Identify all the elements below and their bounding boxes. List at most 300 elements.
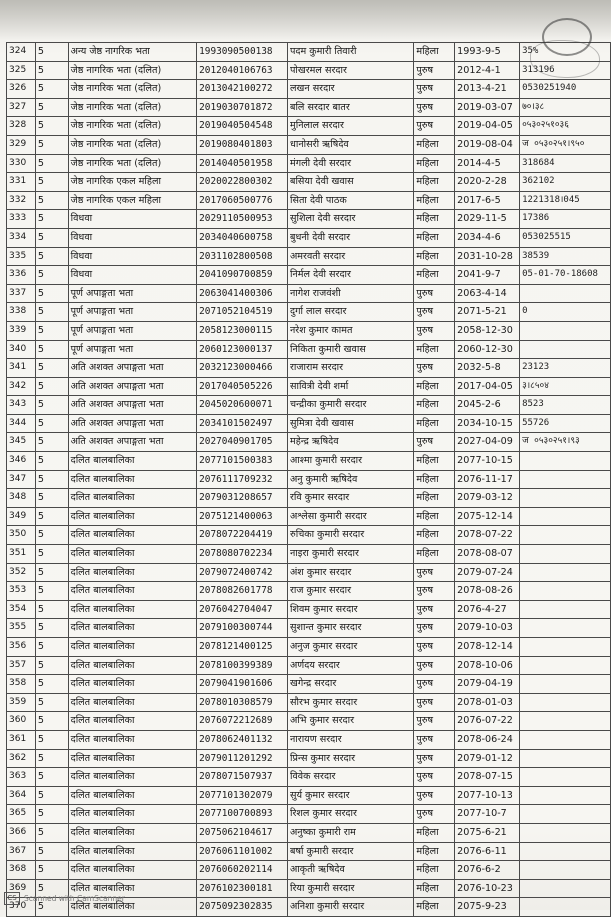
beneficiary-name-cell: खगेन्द्र सरदार bbox=[287, 675, 413, 694]
gender-cell: महिला bbox=[414, 823, 455, 842]
date-cell: 2078-07-22 bbox=[455, 526, 520, 545]
gender-cell: महिला bbox=[414, 545, 455, 564]
table-row bbox=[7, 805, 611, 824]
allowance-type-cell: जेष्ठ नागरिक भता (दलित) bbox=[68, 80, 197, 99]
allowance-type-cell: जेष्ठ नागरिक भता (दलित) bbox=[68, 61, 197, 80]
date-cell: 2014-4-5 bbox=[455, 154, 520, 173]
beneficiary-name-cell: निकिता कुमारी खवास bbox=[287, 340, 413, 359]
gender-cell: महिला bbox=[414, 191, 455, 210]
beneficiary-name-cell: बुधनी देवी सरदार bbox=[287, 228, 413, 247]
gender-cell: पुरुष bbox=[414, 98, 455, 117]
date-cell: 2075-12-14 bbox=[455, 507, 520, 526]
ward-cell: 5 bbox=[35, 823, 68, 842]
ward-cell: 5 bbox=[35, 861, 68, 880]
date-cell: 2078-08-07 bbox=[455, 545, 520, 564]
registration-id-cell: 2075062104617 bbox=[197, 823, 288, 842]
serial-number-cell: 358 bbox=[7, 675, 36, 694]
gender-cell: पुरुष bbox=[414, 433, 455, 452]
gender-cell: महिला bbox=[414, 154, 455, 173]
table-row bbox=[7, 191, 611, 210]
date-cell: 2076-10-23 bbox=[455, 879, 520, 898]
table-row bbox=[7, 619, 611, 638]
allowance-type-cell: दलित बालबालिका bbox=[68, 861, 197, 880]
ward-cell: 5 bbox=[35, 359, 68, 378]
table-row bbox=[7, 61, 611, 80]
date-cell: 1993-9-5 bbox=[455, 43, 520, 62]
table-row bbox=[7, 210, 611, 229]
registration-id-cell: 2045020600071 bbox=[197, 396, 288, 415]
serial-number-cell: 365 bbox=[7, 805, 36, 824]
serial-number-cell: 351 bbox=[7, 545, 36, 564]
ward-cell: 5 bbox=[35, 842, 68, 861]
registration-id-cell: 2058123000115 bbox=[197, 321, 288, 340]
beneficiary-name-cell: राज कुमार सरदार bbox=[287, 582, 413, 601]
serial-number-cell: 359 bbox=[7, 693, 36, 712]
gender-cell: पुरुष bbox=[414, 321, 455, 340]
ward-cell: 5 bbox=[35, 303, 68, 322]
table-row bbox=[7, 377, 611, 396]
registration-id-cell: 2034101502497 bbox=[197, 414, 288, 433]
account-number-cell bbox=[520, 619, 611, 638]
table-row bbox=[7, 712, 611, 731]
date-cell: 2076-11-17 bbox=[455, 470, 520, 489]
beneficiary-name-cell: पोखरमल सरदार bbox=[287, 61, 413, 80]
allowance-type-cell: जेष्ठ नागरिक भता (दलित) bbox=[68, 154, 197, 173]
registration-id-cell: 2019080401803 bbox=[197, 135, 288, 154]
serial-number-cell: 346 bbox=[7, 452, 36, 471]
ward-cell: 5 bbox=[35, 61, 68, 80]
beneficiary-name-cell: रिया कुमारी सरदार bbox=[287, 879, 413, 898]
account-number-cell: ज ०५३०२५१।९३ bbox=[520, 433, 611, 452]
table-row bbox=[7, 786, 611, 805]
allowance-type-cell: दलित बालबालिका bbox=[68, 805, 197, 824]
serial-number-cell: 337 bbox=[7, 284, 36, 303]
serial-number-cell: 348 bbox=[7, 489, 36, 508]
ward-cell: 5 bbox=[35, 284, 68, 303]
allowance-type-cell: दलित बालबालिका bbox=[68, 879, 197, 898]
date-cell: 2079-10-03 bbox=[455, 619, 520, 638]
allowance-type-cell: दलित बालबालिका bbox=[68, 638, 197, 657]
beneficiary-name-cell: आश्मा कुमारी सरदार bbox=[287, 452, 413, 471]
allowance-type-cell: अति अशक्त अपाङ्गता भता bbox=[68, 377, 197, 396]
gender-cell: महिला bbox=[414, 377, 455, 396]
gender-cell: महिला bbox=[414, 340, 455, 359]
serial-number-cell: 367 bbox=[7, 842, 36, 861]
table-row bbox=[7, 452, 611, 471]
beneficiary-name-cell: लखन सरदार bbox=[287, 80, 413, 99]
registration-id-cell: 2034040600758 bbox=[197, 228, 288, 247]
account-number-cell bbox=[520, 749, 611, 768]
beneficiary-name-cell: बर्षा कुमारी सरदार bbox=[287, 842, 413, 861]
gender-cell: महिला bbox=[414, 842, 455, 861]
account-number-cell bbox=[520, 545, 611, 564]
date-cell: 2060-12-30 bbox=[455, 340, 520, 359]
account-number-cell: 0530251940 bbox=[520, 80, 611, 99]
gender-cell: महिला bbox=[414, 879, 455, 898]
date-cell: 2041-9-7 bbox=[455, 266, 520, 285]
registration-id-cell: 2078080702234 bbox=[197, 545, 288, 564]
gender-cell: पुरुष bbox=[414, 805, 455, 824]
registration-id-cell: 2078100399389 bbox=[197, 656, 288, 675]
ward-cell: 5 bbox=[35, 340, 68, 359]
serial-number-cell: 356 bbox=[7, 638, 36, 657]
date-cell: 2076-6-2 bbox=[455, 861, 520, 880]
account-number-cell bbox=[520, 452, 611, 471]
allowance-type-cell: दलित बालबालिका bbox=[68, 675, 197, 694]
gender-cell: पुरुष bbox=[414, 693, 455, 712]
beneficiary-name-cell: नाइरा कुमारी सरदार bbox=[287, 545, 413, 564]
date-cell: 2079-03-12 bbox=[455, 489, 520, 508]
ward-cell: 5 bbox=[35, 470, 68, 489]
beneficiary-name-cell: रुचिका कुमारी सरदार bbox=[287, 526, 413, 545]
serial-number-cell: 369 bbox=[7, 879, 36, 898]
gender-cell: महिला bbox=[414, 489, 455, 508]
allowance-type-cell: अति अशक्त अपाङ्गता भता bbox=[68, 396, 197, 415]
registration-id-cell: 2020022800302 bbox=[197, 173, 288, 192]
gender-cell: पुरुष bbox=[414, 786, 455, 805]
allowance-type-cell: जेष्ठ नागरिक एकल महिला bbox=[68, 173, 197, 192]
beneficiary-name-cell: बलि सरदार बातर bbox=[287, 98, 413, 117]
table-row bbox=[7, 470, 611, 489]
allowance-type-cell: दलित बालबालिका bbox=[68, 507, 197, 526]
registration-id-cell: 2012040106763 bbox=[197, 61, 288, 80]
date-cell: 2032-5-8 bbox=[455, 359, 520, 378]
allowance-type-cell: दलित बालबालिका bbox=[68, 749, 197, 768]
registration-id-cell: 2076102300181 bbox=[197, 879, 288, 898]
beneficiary-name-cell: रवि कुमार सरदार bbox=[287, 489, 413, 508]
account-number-cell bbox=[520, 842, 611, 861]
table-row bbox=[7, 823, 611, 842]
ward-cell: 5 bbox=[35, 693, 68, 712]
table-row bbox=[7, 489, 611, 508]
beneficiary-name-cell: दुर्गा लाल सरदार bbox=[287, 303, 413, 322]
gender-cell: महिला bbox=[414, 898, 455, 917]
gender-cell: महिला bbox=[414, 210, 455, 229]
gender-cell: पुरुष bbox=[414, 749, 455, 768]
beneficiary-name-cell: मुनिलाल सरदार bbox=[287, 117, 413, 136]
ward-cell: 5 bbox=[35, 675, 68, 694]
date-cell: 2013-4-21 bbox=[455, 80, 520, 99]
gender-cell: महिला bbox=[414, 396, 455, 415]
table-row bbox=[7, 98, 611, 117]
date-cell: 2019-08-04 bbox=[455, 135, 520, 154]
registration-id-cell: 2076072212689 bbox=[197, 712, 288, 731]
table-row bbox=[7, 768, 611, 787]
registration-id-cell: 2078071507937 bbox=[197, 768, 288, 787]
account-number-cell bbox=[520, 340, 611, 359]
beneficiary-name-cell: अनुज कुमार सरदार bbox=[287, 638, 413, 657]
beneficiary-name-cell: आकृती ऋषिदेव bbox=[287, 861, 413, 880]
account-number-cell: 1221318।045 bbox=[520, 191, 611, 210]
serial-number-cell: 360 bbox=[7, 712, 36, 731]
allowance-type-cell: दलित बालबालिका bbox=[68, 768, 197, 787]
beneficiary-name-cell: नारायण सरदार bbox=[287, 730, 413, 749]
gender-cell: महिला bbox=[414, 861, 455, 880]
table-row bbox=[7, 135, 611, 154]
ward-cell: 5 bbox=[35, 117, 68, 136]
gender-cell: महिला bbox=[414, 173, 455, 192]
registration-id-cell: 2076061101002 bbox=[197, 842, 288, 861]
page-shadow bbox=[0, 0, 611, 40]
account-number-cell: ३।८५०४ bbox=[520, 377, 611, 396]
date-cell: 2019-04-05 bbox=[455, 117, 520, 136]
beneficiary-name-cell: चन्द्रीका कुमारी सरदार bbox=[287, 396, 413, 415]
beneficiary-name-cell: सुशिला देवी सरदार bbox=[287, 210, 413, 229]
gender-cell: पुरुष bbox=[414, 600, 455, 619]
serial-number-cell: 366 bbox=[7, 823, 36, 842]
beneficiary-name-cell: सुर्य कुमार सरदार bbox=[287, 786, 413, 805]
account-number-cell bbox=[520, 284, 611, 303]
beneficiary-name-cell: नरेश कुमार कामत bbox=[287, 321, 413, 340]
serial-number-cell: 332 bbox=[7, 191, 36, 210]
registration-id-cell: 2078121400125 bbox=[197, 638, 288, 657]
registration-id-cell: 2060123000137 bbox=[197, 340, 288, 359]
allowance-type-cell: दलित बालबालिका bbox=[68, 470, 197, 489]
beneficiary-name-cell: अनु कुमारी ऋषिदेव bbox=[287, 470, 413, 489]
account-number-cell bbox=[520, 656, 611, 675]
date-cell: 2034-4-6 bbox=[455, 228, 520, 247]
registration-id-cell: 2041090700859 bbox=[197, 266, 288, 285]
allowance-type-cell: दलित बालबालिका bbox=[68, 600, 197, 619]
date-cell: 2012-4-1 bbox=[455, 61, 520, 80]
allowance-type-cell: पूर्ण अपाङ्गता भता bbox=[68, 321, 197, 340]
allowance-type-cell: दलित बालबालिका bbox=[68, 842, 197, 861]
ward-cell: 5 bbox=[35, 526, 68, 545]
date-cell: 2071-5-21 bbox=[455, 303, 520, 322]
allowance-type-cell: दलित बालबालिका bbox=[68, 712, 197, 731]
date-cell: 2027-04-09 bbox=[455, 433, 520, 452]
serial-number-cell: 330 bbox=[7, 154, 36, 173]
table-row bbox=[7, 396, 611, 415]
ward-cell: 5 bbox=[35, 600, 68, 619]
allowance-type-cell: दलित बालबालिका bbox=[68, 823, 197, 842]
serial-number-cell: 364 bbox=[7, 786, 36, 805]
serial-number-cell: 325 bbox=[7, 61, 36, 80]
serial-number-cell: 363 bbox=[7, 768, 36, 787]
gender-cell: पुरुष bbox=[414, 675, 455, 694]
registration-id-cell: 2079011201292 bbox=[197, 749, 288, 768]
ward-cell: 5 bbox=[35, 414, 68, 433]
account-number-cell: 05-01-70-18608 bbox=[520, 266, 611, 285]
date-cell: 2063-4-14 bbox=[455, 284, 520, 303]
registration-id-cell: 2077101302079 bbox=[197, 786, 288, 805]
account-number-cell bbox=[520, 600, 611, 619]
gender-cell: पुरुष bbox=[414, 80, 455, 99]
ward-cell: 5 bbox=[35, 377, 68, 396]
serial-number-cell: 357 bbox=[7, 656, 36, 675]
account-number-cell bbox=[520, 861, 611, 880]
registration-id-cell: 2077100700893 bbox=[197, 805, 288, 824]
gender-cell: पुरुष bbox=[414, 712, 455, 731]
serial-number-cell: 355 bbox=[7, 619, 36, 638]
beneficiary-name-cell: विवेक सरदार bbox=[287, 768, 413, 787]
beneficiary-name-cell: सिता देवी पाठक bbox=[287, 191, 413, 210]
ward-cell: 5 bbox=[35, 80, 68, 99]
serial-number-cell: 354 bbox=[7, 600, 36, 619]
account-number-cell bbox=[520, 638, 611, 657]
account-number-cell: 55726 bbox=[520, 414, 611, 433]
allowance-type-cell: दलित बालबालिका bbox=[68, 898, 197, 917]
ward-cell: 5 bbox=[35, 266, 68, 285]
beneficiary-name-cell: अनिशा कुमारी सरदार bbox=[287, 898, 413, 917]
gender-cell: पुरुष bbox=[414, 303, 455, 322]
gender-cell: महिला bbox=[414, 247, 455, 266]
table-row bbox=[7, 173, 611, 192]
serial-number-cell: 353 bbox=[7, 582, 36, 601]
table-row bbox=[7, 693, 611, 712]
date-cell: 2076-6-11 bbox=[455, 842, 520, 861]
table-row bbox=[7, 600, 611, 619]
allowance-type-cell: दलित बालबालिका bbox=[68, 693, 197, 712]
allowance-type-cell: अति अशक्त अपाङ्गता भता bbox=[68, 433, 197, 452]
table-row bbox=[7, 582, 611, 601]
ward-cell: 5 bbox=[35, 507, 68, 526]
allowance-type-cell: जेष्ठ नागरिक भता (दलित) bbox=[68, 117, 197, 136]
registration-id-cell: 1993090500138 bbox=[197, 43, 288, 62]
allowance-type-cell: दलित बालबालिका bbox=[68, 563, 197, 582]
serial-number-cell: 352 bbox=[7, 563, 36, 582]
serial-number-cell: 343 bbox=[7, 396, 36, 415]
date-cell: 2058-12-30 bbox=[455, 321, 520, 340]
registration-id-cell: 2075092302835 bbox=[197, 898, 288, 917]
table-row bbox=[7, 638, 611, 657]
allowance-type-cell: पूर्ण अपाङ्गता भता bbox=[68, 303, 197, 322]
date-cell: 2045-2-6 bbox=[455, 396, 520, 415]
ward-cell: 5 bbox=[35, 638, 68, 657]
date-cell: 2078-06-24 bbox=[455, 730, 520, 749]
account-number-cell bbox=[520, 898, 611, 917]
date-cell: 2076-07-22 bbox=[455, 712, 520, 731]
gender-cell: महिला bbox=[414, 452, 455, 471]
serial-number-cell: 344 bbox=[7, 414, 36, 433]
beneficiary-name-cell: सावित्री देवी शर्मा bbox=[287, 377, 413, 396]
allowance-type-cell: दलित बालबालिका bbox=[68, 526, 197, 545]
gender-cell: पुरुष bbox=[414, 656, 455, 675]
ward-cell: 5 bbox=[35, 191, 68, 210]
ward-cell: 5 bbox=[35, 154, 68, 173]
ward-cell: 5 bbox=[35, 321, 68, 340]
allowance-type-cell: दलित बालबालिका bbox=[68, 489, 197, 508]
ward-cell: 5 bbox=[35, 545, 68, 564]
serial-number-cell: 334 bbox=[7, 228, 36, 247]
serial-number-cell: 361 bbox=[7, 730, 36, 749]
date-cell: 2078-08-26 bbox=[455, 582, 520, 601]
date-cell: 2077-10-7 bbox=[455, 805, 520, 824]
allowance-type-cell: पूर्ण अपाङ्गता भता bbox=[68, 284, 197, 303]
ward-cell: 5 bbox=[35, 563, 68, 582]
allowance-type-cell: दलित बालबालिका bbox=[68, 786, 197, 805]
table-row bbox=[7, 526, 611, 545]
table-row bbox=[7, 117, 611, 136]
ward-cell: 5 bbox=[35, 452, 68, 471]
registration-id-cell: 2079041901606 bbox=[197, 675, 288, 694]
beneficiary-name-cell: सुमित्रा देवी खवास bbox=[287, 414, 413, 433]
ward-cell: 5 bbox=[35, 582, 68, 601]
account-number-cell bbox=[520, 730, 611, 749]
registration-id-cell: 2076111709232 bbox=[197, 470, 288, 489]
registration-id-cell: 2017040505226 bbox=[197, 377, 288, 396]
registration-id-cell: 2078082601778 bbox=[197, 582, 288, 601]
registration-id-cell: 2027040901705 bbox=[197, 433, 288, 452]
table-row bbox=[7, 284, 611, 303]
registration-id-cell: 2076042704047 bbox=[197, 600, 288, 619]
beneficiary-name-cell: अमरवती सरदार bbox=[287, 247, 413, 266]
registration-id-cell: 2063041400306 bbox=[197, 284, 288, 303]
table-row bbox=[7, 228, 611, 247]
gender-cell: पुरुष bbox=[414, 638, 455, 657]
gender-cell: पुरुष bbox=[414, 284, 455, 303]
account-number-cell: ७०।३८ bbox=[520, 98, 611, 117]
handwritten-signature bbox=[530, 40, 600, 78]
serial-number-cell: 328 bbox=[7, 117, 36, 136]
gender-cell: महिला bbox=[414, 507, 455, 526]
table-row bbox=[7, 861, 611, 880]
allowance-type-cell: जेष्ठ नागरिक भता (दलित) bbox=[68, 135, 197, 154]
registration-id-cell: 2077101500383 bbox=[197, 452, 288, 471]
ward-cell: 5 bbox=[35, 712, 68, 731]
ward-cell: 5 bbox=[35, 43, 68, 62]
table-row bbox=[7, 730, 611, 749]
ward-cell: 5 bbox=[35, 210, 68, 229]
account-number-cell: 38539 bbox=[520, 247, 611, 266]
allowance-type-cell: अति अशक्त अपाङ्गता भता bbox=[68, 359, 197, 378]
gender-cell: महिला bbox=[414, 414, 455, 433]
allowance-type-cell: जेष्ठ नागरिक एकल महिला bbox=[68, 191, 197, 210]
registration-id-cell: 2014040501958 bbox=[197, 154, 288, 173]
allowance-type-cell: अति अशक्त अपाङ्गता भता bbox=[68, 414, 197, 433]
allowance-type-cell: दलित बालबालिका bbox=[68, 545, 197, 564]
serial-number-cell: 336 bbox=[7, 266, 36, 285]
account-number-cell bbox=[520, 768, 611, 787]
account-number-cell: 35% bbox=[520, 43, 611, 62]
account-number-cell: 053025515 bbox=[520, 228, 611, 247]
registration-id-cell: 2078072204419 bbox=[197, 526, 288, 545]
table-row bbox=[7, 563, 611, 582]
beneficiary-name-cell: अनुष्का कुमारी राम bbox=[287, 823, 413, 842]
date-cell: 2078-12-14 bbox=[455, 638, 520, 657]
registration-id-cell: 2076060202114 bbox=[197, 861, 288, 880]
serial-number-cell: 368 bbox=[7, 861, 36, 880]
account-number-cell bbox=[520, 693, 611, 712]
table-row bbox=[7, 321, 611, 340]
table-row bbox=[7, 656, 611, 675]
date-cell: 2077-10-13 bbox=[455, 786, 520, 805]
account-number-cell bbox=[520, 823, 611, 842]
allowance-type-cell: विधवा bbox=[68, 266, 197, 285]
serial-number-cell: 370 bbox=[7, 898, 36, 917]
registration-id-cell: 2017060500776 bbox=[197, 191, 288, 210]
table-row bbox=[7, 266, 611, 285]
gender-cell: पुरुष bbox=[414, 730, 455, 749]
table-row bbox=[7, 545, 611, 564]
registration-id-cell: 2013042100272 bbox=[197, 80, 288, 99]
scanner-footer bbox=[4, 892, 125, 905]
ward-cell: 5 bbox=[35, 786, 68, 805]
table-row bbox=[7, 675, 611, 694]
date-cell: 2078-10-06 bbox=[455, 656, 520, 675]
gender-cell: पुरुष bbox=[414, 563, 455, 582]
serial-number-cell: 338 bbox=[7, 303, 36, 322]
beneficiary-name-cell: निर्मल देवी सरदार bbox=[287, 266, 413, 285]
date-cell: 2017-6-5 bbox=[455, 191, 520, 210]
camscanner-logo-icon: CS bbox=[4, 892, 20, 905]
account-number-cell: 17386 bbox=[520, 210, 611, 229]
registration-id-cell: 2079031208657 bbox=[197, 489, 288, 508]
account-number-cell bbox=[520, 470, 611, 489]
serial-number-cell: 333 bbox=[7, 210, 36, 229]
date-cell: 2079-07-24 bbox=[455, 563, 520, 582]
account-number-cell bbox=[520, 321, 611, 340]
